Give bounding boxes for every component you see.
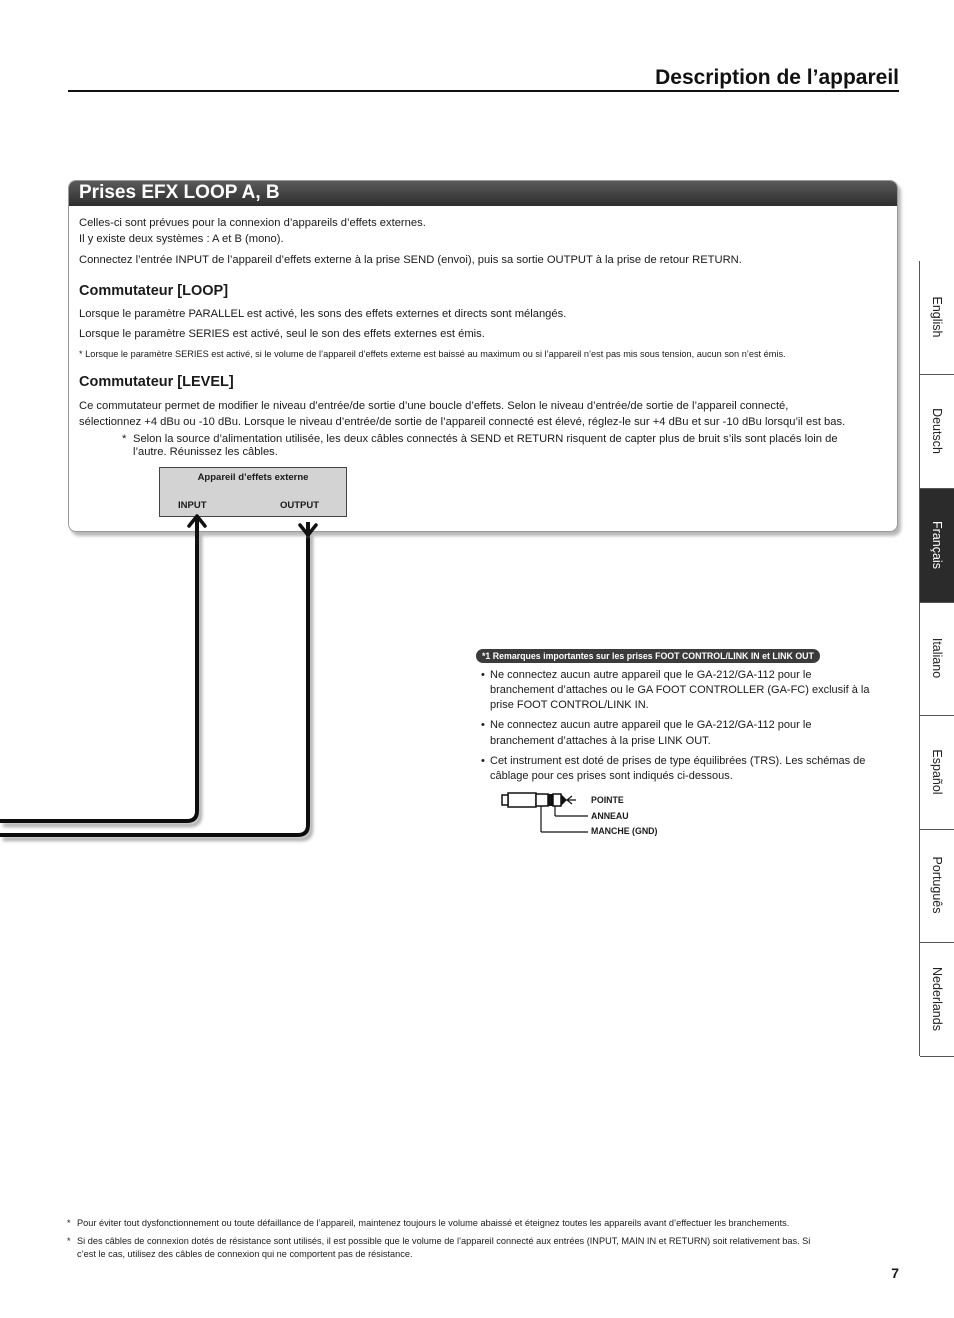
loop-line-2: Lorsque le paramètre SERIES est activé, seul le son des effets externes est émis. [79,328,485,340]
jack-tip-label: POINTE [591,795,624,805]
loop-note: * Lorsque le paramètre SERIES est activé, si le volume de l’appareil d’effets externe est baissé au maximum ou si l’appareil n’est pas mis sous tension, aucun son n’est émis. [79,349,786,359]
header-rule [68,90,899,92]
tab-nederlands[interactable]: Nederlands [920,943,954,1057]
bullet-1-marker: • [481,669,485,681]
loop-line-1: Lorsque le paramètre PARALLEL est activé, les sons des effets externes et directs sont mélangés. [79,308,567,320]
bullet-1-line-2: branchement d’attaches ou le GA FOOT CONTROLLER (GA-FC) exclusif à la [490,684,870,696]
tab-italiano[interactable]: Italiano [920,602,954,716]
intro-line-1: Celles-ci sont prévues pour la connexion d’appareils d’effets externes. [79,217,426,229]
bullet-3-marker: • [481,755,485,767]
section-title: Prises EFX LOOP A, B [79,182,280,203]
notes-title-badge: *1 Remarques importantes sur les prises FOOT CONTROL/LINK IN et LINK OUT [476,649,820,663]
tab-english[interactable]: English [920,261,954,375]
bullet-3-line-1: Cet instrument est doté de prises de type équilibrées (TRS). Les schémas de [490,755,866,767]
level-note-star: * [122,433,127,445]
language-tabs [919,261,954,1056]
level-line-1: Ce commutateur permet de modifier le niveau d’entrée/de sortie d’une boucle d’effets. Selon le niveau d’entrée/de sortie de l’appareil connecté, [79,400,789,412]
page-header-title: Description de l’appareil [655,66,899,89]
bullet-2-line-1: Ne connectez aucun autre appareil que le GA-212/GA-112 pour le [490,719,812,731]
external-effects-device [159,467,347,517]
bullet-1-line-3: prise FOOT CONTROL/LINK IN. [490,699,649,711]
tab-deutsch[interactable]: Deutsch [920,375,954,489]
device-input-label: INPUT [178,500,207,511]
footnote-1: Pour éviter tout dysfonctionnement ou toute défaillance de l’appareil, maintenez toujours le volume abaissé et éteignez toutes les appareils avant d’effectuer les branchements. [77,1218,790,1228]
footnote-1-star: * [67,1218,71,1228]
cable-diagram [0,500,330,845]
footnote-2-line-1: Si des câbles de connexion dotés de résistance sont utilisés, il est possible que le volume de l’appareil connecté aux entrées (INPUT, MAIN IN et RETURN) soit relativement bas. Si [77,1236,811,1246]
page-number: 7 [891,1265,899,1281]
section-title-bar [69,181,897,206]
device-output-label: OUTPUT [280,500,320,511]
jack-sleeve-label: MANCHE (GND) [591,826,658,836]
footnote-2-line-2: c’est le cas, utilisez des câbles de connexion qui ne comportent pas de résistance. [77,1249,413,1259]
bullet-2-marker: • [481,719,485,731]
intro-line-2: Il y existe deux systèmes : A et B (mono). [79,233,284,245]
level-note-line-1: Selon la source d’alimentation utilisée, les deux câbles connectés à SEND et RETURN risquent de capter plus de bruit s’ils sont placés loin de [133,433,838,445]
cable-arrows [185,514,325,544]
trs-jack-icon [500,788,595,838]
loop-switch-heading: Commutateur [LOOP] [79,283,229,299]
bullet-1-line-1: Ne connectez aucun autre appareil que le GA-212/GA-112 pour le [490,669,812,681]
device-title: Appareil d’effets externe [197,472,309,483]
send-cable [0,522,308,835]
tab-portugues[interactable]: Português [920,829,954,943]
return-cable [0,522,197,821]
jack-ring-label: ANNEAU [591,811,629,821]
tab-francais[interactable]: Français [920,489,954,603]
level-switch-heading: Commutateur [LEVEL] [79,374,234,390]
bullet-3-line-2: câblage pour ces prises sont indiqués ci-dessous. [490,770,733,782]
intro-line-3: Connectez l’entrée INPUT de l’appareil d’effets externe à la prise SEND (envoi), puis sa sortie OUTPUT à la prise de retour RETURN. [79,254,742,266]
tab-espanol[interactable]: Español [920,716,954,830]
footnote-2-star: * [67,1236,71,1246]
bullet-2-line-2: branchement d’attaches à la prise LINK OUT. [490,735,711,747]
level-note-line-2: l’autre. Réunissez les câbles. [133,446,278,458]
level-line-2: sélectionnez +4 dBu ou -10 dBu. Lorsque le niveau d’entrée/de sortie de l’appareil connecté est élevé, réglez-le sur +4 dBu et sur -10 dBu lorsqu’il est bas. [79,416,846,428]
